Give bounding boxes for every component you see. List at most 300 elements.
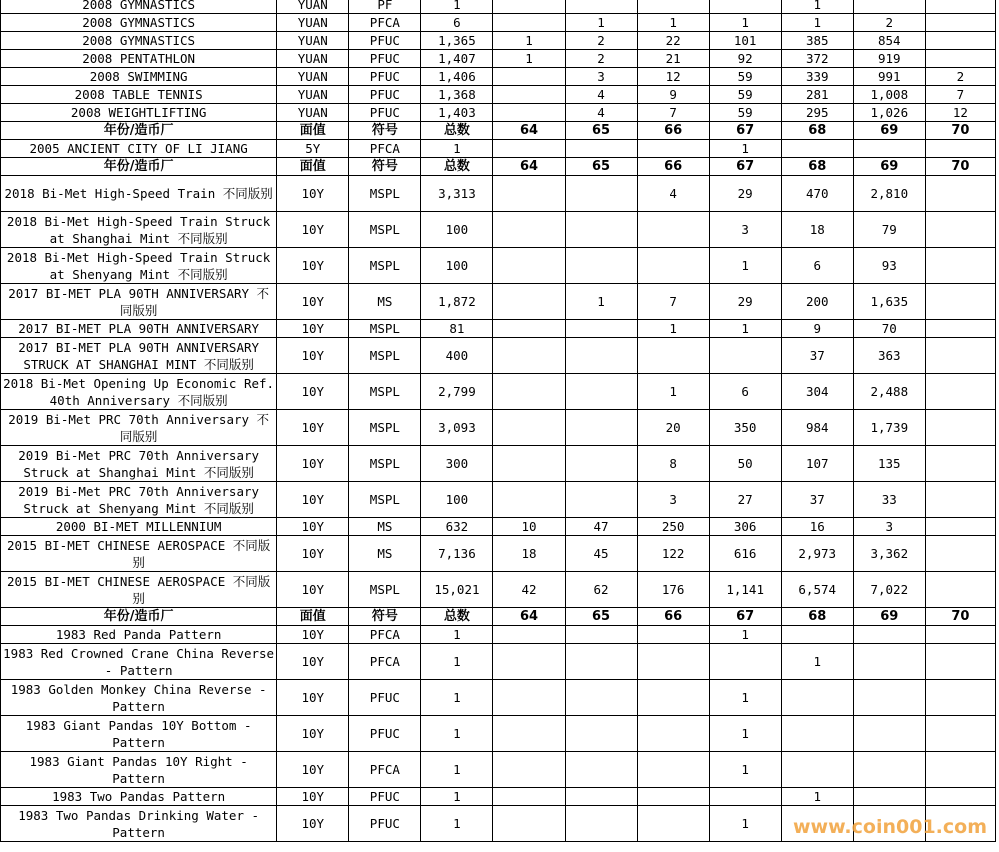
total-count-cell: 1 <box>421 644 493 680</box>
header-year-mint: 年份/造币厂 <box>1 158 277 176</box>
grade-68-cell: 6 <box>781 248 853 284</box>
denomination-cell: YUAN <box>277 104 349 122</box>
grade-66-cell: 7 <box>637 284 709 320</box>
table-row <box>1 806 996 842</box>
grade-68-cell <box>781 626 853 644</box>
grade-65-cell <box>565 644 637 680</box>
total-count-cell: 1,872 <box>421 284 493 320</box>
grade-64-cell <box>493 86 565 104</box>
header-grade-70: 70 <box>925 158 995 176</box>
grade-70-cell <box>925 212 995 248</box>
grade-66-cell: 20 <box>637 410 709 446</box>
coin-name-cell: 2019 Bi-Met PRC 70th Anniversary 不同版别 <box>1 410 277 446</box>
grade-66-cell: 9 <box>637 86 709 104</box>
total-count-cell: 300 <box>421 446 493 482</box>
grade-70-cell <box>925 374 995 410</box>
grade-65-cell <box>565 374 637 410</box>
grade-66-cell <box>637 626 709 644</box>
header-grade-68: 68 <box>781 122 853 140</box>
grade-65-cell <box>565 806 637 842</box>
grade-65-cell <box>565 248 637 284</box>
grade-70-cell <box>925 536 995 572</box>
grade-64-cell <box>493 806 565 842</box>
coin-name-cell: 2019 Bi-Met PRC 70th Anniversary Struck at Shanghai Mint 不同版别 <box>1 446 277 482</box>
grade-66-cell: 12 <box>637 68 709 86</box>
coin-name-cell: 1983 Giant Pandas 10Y Right - Pattern <box>1 752 277 788</box>
header-grade-66: 66 <box>637 122 709 140</box>
grade-65-cell <box>565 338 637 374</box>
header-row <box>1 608 996 626</box>
total-count-cell: 6 <box>421 14 493 32</box>
grade-symbol-cell: PFUC <box>349 716 421 752</box>
grade-65-cell <box>565 320 637 338</box>
grade-69-cell <box>853 680 925 716</box>
grade-70-cell: 12 <box>925 104 995 122</box>
grade-69-cell: 79 <box>853 212 925 248</box>
grade-67-cell <box>709 788 781 806</box>
grade-70-cell <box>925 0 995 14</box>
grade-69-cell <box>853 716 925 752</box>
grade-70-cell <box>925 626 995 644</box>
grade-69-cell: 3,362 <box>853 536 925 572</box>
grade-68-cell: 1 <box>781 0 853 14</box>
grade-67-cell: 1 <box>709 806 781 842</box>
grade-symbol-cell: PFUC <box>349 86 421 104</box>
total-count-cell: 100 <box>421 482 493 518</box>
grade-67-cell: 50 <box>709 446 781 482</box>
header-grade-67: 67 <box>709 158 781 176</box>
total-count-cell: 1 <box>421 716 493 752</box>
header-grade-64: 64 <box>493 608 565 626</box>
total-count-cell: 1,368 <box>421 86 493 104</box>
grade-64-cell <box>493 68 565 86</box>
grade-69-cell: 3 <box>853 518 925 536</box>
grade-69-cell: 7,022 <box>853 572 925 608</box>
grade-64-cell <box>493 320 565 338</box>
coin-name-cell: 1983 Two Pandas Drinking Water - Pattern <box>1 806 277 842</box>
grade-69-cell <box>853 752 925 788</box>
total-count-cell: 1,403 <box>421 104 493 122</box>
grade-64-cell <box>493 752 565 788</box>
grade-65-cell <box>565 716 637 752</box>
grade-64-cell <box>493 680 565 716</box>
table-row <box>1 626 996 644</box>
grade-66-cell: 22 <box>637 32 709 50</box>
grade-67-cell: 101 <box>709 32 781 50</box>
grade-70-cell <box>925 806 995 842</box>
grade-68-cell: 18 <box>781 212 853 248</box>
grade-68-cell <box>781 140 853 158</box>
grade-66-cell <box>637 752 709 788</box>
grade-68-cell <box>781 680 853 716</box>
header-total: 总数 <box>421 158 493 176</box>
header-grade-66: 66 <box>637 608 709 626</box>
header-grade-66: 66 <box>637 158 709 176</box>
grade-65-cell <box>565 680 637 716</box>
grade-symbol-cell: MSPL <box>349 320 421 338</box>
denomination-cell: 10Y <box>277 176 349 212</box>
grade-68-cell <box>781 806 853 842</box>
grade-70-cell <box>925 176 995 212</box>
header-grade-69: 69 <box>853 608 925 626</box>
grade-67-cell: 1 <box>709 680 781 716</box>
header-grade-64: 64 <box>493 122 565 140</box>
grade-symbol-cell: PFCA <box>349 14 421 32</box>
grade-70-cell <box>925 50 995 68</box>
grade-67-cell: 1 <box>709 626 781 644</box>
grade-68-cell: 1 <box>781 644 853 680</box>
grade-66-cell: 7 <box>637 104 709 122</box>
denomination-cell: 10Y <box>277 410 349 446</box>
grade-69-cell <box>853 644 925 680</box>
grade-64-cell <box>493 446 565 482</box>
grade-70-cell <box>925 482 995 518</box>
header-row <box>1 122 996 140</box>
header-grade-69: 69 <box>853 122 925 140</box>
grade-69-cell <box>853 806 925 842</box>
denomination-cell: 10Y <box>277 536 349 572</box>
denomination-cell: 10Y <box>277 446 349 482</box>
grade-66-cell <box>637 680 709 716</box>
total-count-cell: 1,365 <box>421 32 493 50</box>
denomination-cell: 10Y <box>277 716 349 752</box>
coin-name-cell: 1983 Giant Pandas 10Y Bottom - Pattern <box>1 716 277 752</box>
grade-70-cell <box>925 32 995 50</box>
grade-68-cell: 6,574 <box>781 572 853 608</box>
denomination-cell: 5Y <box>277 140 349 158</box>
denomination-cell: 10Y <box>277 806 349 842</box>
grade-69-cell <box>853 626 925 644</box>
grade-68-cell: 295 <box>781 104 853 122</box>
header-grade-65: 65 <box>565 608 637 626</box>
grade-symbol-cell: MSPL <box>349 572 421 608</box>
table-body <box>1 0 996 842</box>
table-row <box>1 716 996 752</box>
grade-69-cell: 70 <box>853 320 925 338</box>
total-count-cell: 632 <box>421 518 493 536</box>
grade-69-cell: 2,488 <box>853 374 925 410</box>
grade-symbol-cell: MS <box>349 536 421 572</box>
grade-65-cell <box>565 410 637 446</box>
header-grade-67: 67 <box>709 122 781 140</box>
grade-64-cell: 1 <box>493 50 565 68</box>
table-row <box>1 572 996 608</box>
denomination-cell: 10Y <box>277 752 349 788</box>
grade-68-cell: 1 <box>781 788 853 806</box>
grade-67-cell: 1 <box>709 14 781 32</box>
denomination-cell: YUAN <box>277 0 349 14</box>
table-row <box>1 86 996 104</box>
grade-64-cell <box>493 716 565 752</box>
grade-68-cell: 385 <box>781 32 853 50</box>
coin-name-cell: 2017 BI-MET PLA 90TH ANNIVERSARY STRUCK AT SHANGHAI MINT 不同版别 <box>1 338 277 374</box>
header-year-mint: 年份/造币厂 <box>1 608 277 626</box>
denomination-cell: 10Y <box>277 518 349 536</box>
table-row <box>1 0 996 14</box>
grade-68-cell: 37 <box>781 482 853 518</box>
table-row <box>1 338 996 374</box>
grade-symbol-cell: PFUC <box>349 680 421 716</box>
table-row <box>1 374 996 410</box>
denomination-cell: 10Y <box>277 284 349 320</box>
coin-name-cell: 2018 Bi-Met High-Speed Train 不同版别 <box>1 176 277 212</box>
denomination-cell: 10Y <box>277 248 349 284</box>
coin-name-cell: 2008 SWIMMING <box>1 68 277 86</box>
grade-69-cell: 33 <box>853 482 925 518</box>
grade-symbol-cell: MSPL <box>349 176 421 212</box>
grade-69-cell: 93 <box>853 248 925 284</box>
table-row <box>1 536 996 572</box>
denomination-cell: 10Y <box>277 680 349 716</box>
grade-67-cell <box>709 644 781 680</box>
grade-symbol-cell: PFCA <box>349 626 421 644</box>
table-row <box>1 644 996 680</box>
coin-name-cell: 2018 Bi-Met High-Speed Train Struck at Shanghai Mint 不同版别 <box>1 212 277 248</box>
header-grade-68: 68 <box>781 608 853 626</box>
coin-name-cell: 1983 Red Crowned Crane China Reverse - Pattern <box>1 644 277 680</box>
grade-70-cell <box>925 140 995 158</box>
coin-name-cell: 2019 Bi-Met PRC 70th Anniversary Struck at Shenyang Mint 不同版别 <box>1 482 277 518</box>
total-count-cell: 1 <box>421 0 493 14</box>
grade-67-cell: 350 <box>709 410 781 446</box>
table-row <box>1 14 996 32</box>
table-row <box>1 518 996 536</box>
header-symbol: 符号 <box>349 122 421 140</box>
table-row <box>1 446 996 482</box>
grade-65-cell <box>565 752 637 788</box>
denomination-cell: 10Y <box>277 338 349 374</box>
grade-70-cell <box>925 716 995 752</box>
grade-68-cell <box>781 752 853 788</box>
coin-name-cell: 1983 Red Panda Pattern <box>1 626 277 644</box>
grade-70-cell <box>925 14 995 32</box>
denomination-cell: YUAN <box>277 68 349 86</box>
grade-69-cell: 2,810 <box>853 176 925 212</box>
grade-70-cell <box>925 446 995 482</box>
grade-67-cell: 1 <box>709 248 781 284</box>
grade-66-cell <box>637 338 709 374</box>
table-row <box>1 104 996 122</box>
table-row <box>1 752 996 788</box>
grade-67-cell: 1 <box>709 320 781 338</box>
grade-67-cell: 92 <box>709 50 781 68</box>
table-row <box>1 68 996 86</box>
header-grade-69: 69 <box>853 158 925 176</box>
grade-70-cell <box>925 248 995 284</box>
grade-symbol-cell: MSPL <box>349 446 421 482</box>
denomination-cell: 10Y <box>277 212 349 248</box>
grade-68-cell: 200 <box>781 284 853 320</box>
grade-69-cell: 1,008 <box>853 86 925 104</box>
header-symbol: 符号 <box>349 608 421 626</box>
grade-66-cell <box>637 0 709 14</box>
grade-64-cell <box>493 644 565 680</box>
watermark-logo: www.coin001.com <box>792 816 987 838</box>
grade-69-cell: 363 <box>853 338 925 374</box>
grade-68-cell: 984 <box>781 410 853 446</box>
grade-65-cell: 2 <box>565 50 637 68</box>
grade-67-cell: 616 <box>709 536 781 572</box>
grade-68-cell: 1 <box>781 14 853 32</box>
grade-70-cell <box>925 320 995 338</box>
table-row <box>1 482 996 518</box>
grade-69-cell: 919 <box>853 50 925 68</box>
denomination-cell: 10Y <box>277 374 349 410</box>
denomination-cell: YUAN <box>277 86 349 104</box>
grade-64-cell <box>493 788 565 806</box>
grade-67-cell: 1 <box>709 140 781 158</box>
header-symbol: 符号 <box>349 158 421 176</box>
grade-65-cell: 62 <box>565 572 637 608</box>
table-row <box>1 32 996 50</box>
grade-64-cell <box>493 104 565 122</box>
grade-68-cell <box>781 716 853 752</box>
header-denomination: 面值 <box>277 122 349 140</box>
header-grade-68: 68 <box>781 158 853 176</box>
denomination-cell: 10Y <box>277 788 349 806</box>
grade-64-cell <box>493 212 565 248</box>
grade-67-cell: 1 <box>709 752 781 788</box>
header-total: 总数 <box>421 608 493 626</box>
grade-66-cell <box>637 140 709 158</box>
grade-69-cell: 1,026 <box>853 104 925 122</box>
coin-name-cell: 2018 Bi-Met Opening Up Economic Ref. 40th Anniversary 不同版别 <box>1 374 277 410</box>
grade-68-cell: 470 <box>781 176 853 212</box>
grade-66-cell <box>637 806 709 842</box>
grade-70-cell <box>925 680 995 716</box>
grade-70-cell <box>925 644 995 680</box>
grade-70-cell <box>925 572 995 608</box>
grade-67-cell: 1,141 <box>709 572 781 608</box>
denomination-cell: 10Y <box>277 320 349 338</box>
total-count-cell: 7,136 <box>421 536 493 572</box>
grade-symbol-cell: MSPL <box>349 374 421 410</box>
grade-68-cell: 372 <box>781 50 853 68</box>
grade-64-cell <box>493 410 565 446</box>
table-row <box>1 320 996 338</box>
grade-64-cell <box>493 14 565 32</box>
grade-70-cell: 2 <box>925 68 995 86</box>
denomination-cell: 10Y <box>277 482 349 518</box>
grade-65-cell <box>565 212 637 248</box>
grade-64-cell: 42 <box>493 572 565 608</box>
grade-symbol-cell: PFUC <box>349 806 421 842</box>
header-grade-67: 67 <box>709 608 781 626</box>
grade-65-cell <box>565 176 637 212</box>
grade-symbol-cell: MSPL <box>349 248 421 284</box>
grade-68-cell: 339 <box>781 68 853 86</box>
grade-67-cell: 59 <box>709 68 781 86</box>
grade-65-cell: 1 <box>565 284 637 320</box>
grade-symbol-cell: PFCA <box>349 752 421 788</box>
grade-67-cell: 29 <box>709 284 781 320</box>
total-count-cell: 3,093 <box>421 410 493 446</box>
grade-64-cell <box>493 140 565 158</box>
grade-66-cell: 122 <box>637 536 709 572</box>
grade-65-cell <box>565 446 637 482</box>
header-denomination: 面值 <box>277 158 349 176</box>
total-count-cell: 1 <box>421 752 493 788</box>
grade-64-cell <box>493 626 565 644</box>
total-count-cell: 1,406 <box>421 68 493 86</box>
grade-symbol-cell: PFUC <box>349 50 421 68</box>
grade-69-cell <box>853 788 925 806</box>
grade-66-cell: 1 <box>637 320 709 338</box>
grade-65-cell: 1 <box>565 14 637 32</box>
grade-66-cell: 3 <box>637 482 709 518</box>
coin-name-cell: 2008 GYMNASTICS <box>1 0 277 14</box>
coin-name-cell: 2015 BI-MET CHINESE AEROSPACE 不同版别 <box>1 536 277 572</box>
grade-64-cell: 10 <box>493 518 565 536</box>
header-grade-70: 70 <box>925 608 995 626</box>
grade-66-cell: 176 <box>637 572 709 608</box>
grade-66-cell: 1 <box>637 14 709 32</box>
total-count-cell: 1 <box>421 680 493 716</box>
total-count-cell: 1 <box>421 806 493 842</box>
table-row <box>1 410 996 446</box>
coin-name-cell: 2017 BI-MET PLA 90TH ANNIVERSARY <box>1 320 277 338</box>
table-row <box>1 248 996 284</box>
grade-70-cell <box>925 284 995 320</box>
grade-69-cell: 1,635 <box>853 284 925 320</box>
denomination-cell: 10Y <box>277 644 349 680</box>
header-grade-65: 65 <box>565 122 637 140</box>
grade-67-cell: 59 <box>709 104 781 122</box>
total-count-cell: 2,799 <box>421 374 493 410</box>
coin-name-cell: 1983 Two Pandas Pattern <box>1 788 277 806</box>
grade-65-cell: 45 <box>565 536 637 572</box>
coin-name-cell: 1983 Golden Monkey China Reverse - Pattern <box>1 680 277 716</box>
coin-name-cell: 2008 GYMNASTICS <box>1 14 277 32</box>
grade-66-cell <box>637 716 709 752</box>
grade-68-cell: 304 <box>781 374 853 410</box>
coin-name-cell: 2008 WEIGHTLIFTING <box>1 104 277 122</box>
table-row <box>1 140 996 158</box>
grade-65-cell: 2 <box>565 32 637 50</box>
grade-64-cell <box>493 482 565 518</box>
grade-68-cell: 37 <box>781 338 853 374</box>
grade-64-cell <box>493 248 565 284</box>
grade-66-cell: 4 <box>637 176 709 212</box>
grade-64-cell <box>493 0 565 14</box>
grade-67-cell: 3 <box>709 212 781 248</box>
grade-64-cell <box>493 338 565 374</box>
grade-67-cell <box>709 0 781 14</box>
coin-name-cell: 2008 GYMNASTICS <box>1 32 277 50</box>
grade-67-cell: 306 <box>709 518 781 536</box>
grade-70-cell <box>925 752 995 788</box>
grade-69-cell: 2 <box>853 14 925 32</box>
table-row <box>1 284 996 320</box>
total-count-cell: 1 <box>421 626 493 644</box>
grade-64-cell <box>493 374 565 410</box>
grade-65-cell: 47 <box>565 518 637 536</box>
grade-70-cell <box>925 410 995 446</box>
grade-67-cell <box>709 338 781 374</box>
grade-symbol-cell: PFUC <box>349 68 421 86</box>
coin-name-cell: 2008 PENTATHLON <box>1 50 277 68</box>
grade-symbol-cell: PF <box>349 0 421 14</box>
grade-symbol-cell: MSPL <box>349 482 421 518</box>
coin-name-cell: 2008 TABLE TENNIS <box>1 86 277 104</box>
coin-name-cell: 2000 BI-MET MILLENNIUM <box>1 518 277 536</box>
header-total: 总数 <box>421 122 493 140</box>
grade-67-cell: 1 <box>709 716 781 752</box>
grade-64-cell: 1 <box>493 32 565 50</box>
grade-symbol-cell: PFCA <box>349 644 421 680</box>
grade-65-cell <box>565 626 637 644</box>
grade-69-cell: 1,739 <box>853 410 925 446</box>
